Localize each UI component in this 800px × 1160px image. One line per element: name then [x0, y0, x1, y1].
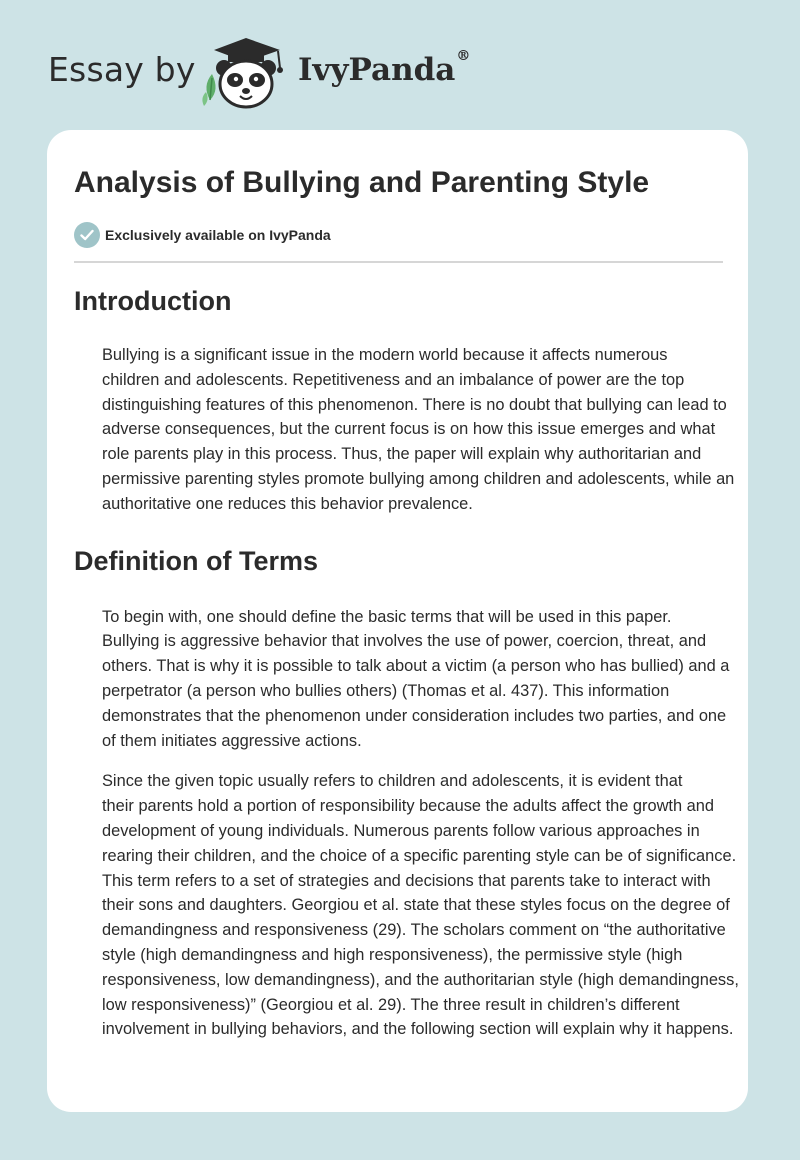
- text-line: To begin with, one should define the basic terms that will be used in this paper.: [102, 607, 672, 626]
- text-line: rearing their children, and the choice of a specific parenting style can be of significance.: [102, 846, 737, 865]
- text-line: development of young individuals. Numerous parents follow various approaches in: [102, 821, 700, 840]
- essay-body: [74, 285, 739, 1042]
- paragraph: [74, 769, 739, 1042]
- text-line: Bullying is aggressive behavior that involves the use of power, coercion, threat, and: [102, 632, 707, 651]
- text-line: distinguishing features of this phenomenon. There is no doubt that bullying can lead to: [102, 395, 727, 414]
- text-line: perpetrator (a person who bullies others) (Thomas et al. 437). This information: [102, 681, 670, 700]
- text-line: others. That is why it is possible to talk about a victim (a person who has bullied) and a: [102, 657, 730, 676]
- paragraph: [74, 343, 735, 517]
- text-line: involvement in bullying behaviors, and the following section will explain why it happens.: [102, 1020, 734, 1039]
- paragraph: [74, 605, 730, 754]
- section-heading-introduction: Introduction: [74, 286, 232, 316]
- text-line: style (high demandingness and high responsiveness), the permissive style (high: [102, 945, 683, 964]
- text-line: low responsiveness)” (Georgiou et al. 29). The three result in children’s different: [102, 995, 680, 1014]
- brand-name[interactable]: IvyPanda®: [298, 48, 471, 88]
- essay-card: [47, 130, 748, 1112]
- site-header: [48, 30, 648, 110]
- exclusive-badge: [74, 222, 331, 248]
- text-line: adverse consequences, but the current focus is on how this issue emerges and what: [102, 420, 716, 439]
- panda-graduate-logo-icon[interactable]: [200, 34, 292, 110]
- text-line: demandingness and responsiveness (29). The scholars comment on “the authoritative: [102, 921, 726, 940]
- text-line: Bullying is a significant issue in the modern world because it affects numerous: [102, 346, 668, 364]
- text-line: authoritative one reduces this behavior prevalence.: [102, 494, 473, 513]
- text-line: their sons and daughters. Georgiou et al. state that these styles focus on the degree of: [102, 896, 730, 915]
- text-line: of them initiates aggressive actions.: [102, 731, 362, 750]
- exclusive-label: Exclusively available on IvyPanda: [105, 227, 331, 243]
- text-line: responsiveness, low demandingness), and the authoritarian style (high demandingness,: [102, 970, 739, 989]
- text-line: Since the given topic usually refers to children and adolescents, it is evident that: [102, 772, 683, 791]
- essay-by-label: Essay by: [48, 50, 196, 89]
- text-line: demonstrates that the phenomenon under consideration includes two parties, and one: [102, 706, 727, 725]
- text-line: This term refers to a set of strategies and decisions that parents take to interact with: [102, 871, 711, 890]
- registered-mark: ®: [456, 48, 471, 64]
- text-line: children and adolescents. Repetitiveness and an imbalance of power are the top: [102, 370, 685, 389]
- text-line: permissive parenting styles promote bullying among children and adolescents, while an: [102, 469, 735, 488]
- text-line: role parents play in this process. Thus, the paper will explain why authoritarian and: [102, 445, 702, 464]
- section-heading-definition-of-terms: Definition of Terms: [74, 545, 319, 576]
- check-icon: [74, 222, 100, 248]
- divider: [74, 261, 723, 263]
- text-line: their parents hold a portion of responsibility because the adults affect the growth and: [102, 797, 714, 816]
- page-title: Analysis of Bullying and Parenting Style: [74, 166, 650, 199]
